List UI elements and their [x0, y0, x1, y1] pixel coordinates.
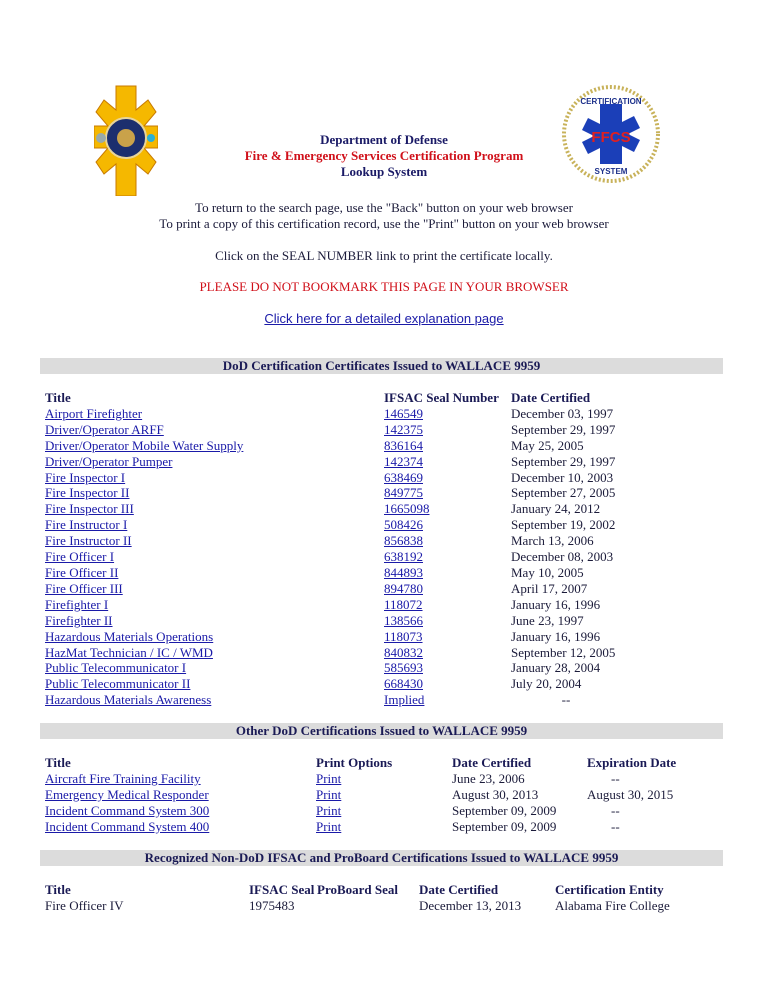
ifsac-seal: 1975483	[249, 897, 295, 913]
title-cell	[45, 613, 384, 629]
title-cell	[45, 485, 384, 501]
other-certifications-table	[45, 755, 717, 835]
column-header: Date Certified	[452, 755, 532, 770]
title-cell	[45, 787, 316, 803]
seal-cell	[384, 454, 511, 470]
svg-text:CERTIFICATION: CERTIFICATION	[580, 97, 642, 106]
seal-cell	[384, 692, 511, 708]
date-certified: December 03, 1997	[511, 405, 614, 421]
certification-title-link[interactable]: Aircraft Fire Training Facility	[45, 770, 201, 786]
table-row	[45, 597, 661, 613]
dod-certifications-table	[45, 390, 661, 708]
certification-title-link[interactable]: Incident Command System 400	[45, 818, 210, 834]
seal-number-link[interactable]: 638469	[384, 469, 423, 485]
nondod-certifications-table	[45, 882, 705, 914]
title-cell	[45, 406, 384, 422]
table-row	[45, 581, 661, 597]
print-link[interactable]: Print	[316, 770, 342, 786]
date-certified: September 09, 2009	[452, 818, 557, 834]
print-instruction: To print a copy of this certification record, use the "Print" button on your web browser	[159, 216, 609, 231]
certification-title-link[interactable]: Fire Instructor II	[45, 533, 132, 549]
column-header: Expiration Date	[587, 755, 677, 770]
seal-cell	[384, 660, 511, 676]
title-cell	[45, 581, 384, 597]
seal-cell	[384, 406, 511, 422]
certification-title-link[interactable]: HazMat Technician / IC / WMD	[45, 644, 213, 660]
table-row	[45, 501, 661, 517]
certification-title-link[interactable]: Fire Instructor I	[45, 517, 128, 533]
date-certified: December 10, 2003	[511, 469, 614, 485]
seal-cell	[384, 422, 511, 438]
seal-number-link[interactable]: 1665098	[384, 501, 430, 517]
seal-cell	[384, 517, 511, 533]
seal-number-link[interactable]: 856838	[384, 533, 423, 549]
seal-cell	[384, 438, 511, 454]
column-header: Title	[45, 882, 71, 897]
date-certified: January 24, 2012	[511, 501, 601, 517]
date-certified: --	[561, 692, 571, 708]
expiration-date: August 30, 2015	[587, 786, 674, 802]
seal-cell	[384, 629, 511, 645]
table-row	[45, 470, 661, 486]
date-certified: September 27, 2005	[511, 485, 616, 501]
table-row	[45, 819, 717, 835]
column-header: Title	[45, 755, 71, 770]
title-cell	[45, 517, 384, 533]
date-certified: July 20, 2004	[511, 676, 582, 692]
column-header: Date Certified	[511, 390, 591, 405]
title-cell	[45, 645, 384, 661]
bookmark-warning: PLEASE DO NOT BOOKMARK THIS PAGE IN YOUR BROWSER	[199, 279, 569, 294]
date-certified: June 23, 1997	[511, 612, 584, 628]
date-certified: January 16, 1996	[511, 628, 601, 644]
print-cell	[316, 787, 452, 803]
date-certified: September 09, 2009	[452, 802, 557, 818]
date-certified: April 17, 2007	[511, 580, 588, 596]
table-row	[45, 485, 661, 501]
seal-cell	[384, 549, 511, 565]
column-header: Date Certified	[419, 882, 499, 897]
table-row	[45, 613, 661, 629]
table-row	[45, 676, 661, 692]
seal-number-link[interactable]: 118072	[384, 596, 423, 612]
certification-title-link[interactable]: Fire Inspector III	[45, 501, 134, 517]
print-cell	[316, 819, 452, 835]
date-certified: December 08, 2003	[511, 549, 614, 565]
table-row	[45, 565, 661, 581]
certification-title-link[interactable]: Fire Inspector II	[45, 485, 130, 501]
seal-number-link[interactable]: 142374	[384, 453, 423, 469]
seal-cell	[384, 533, 511, 549]
certification-title-link[interactable]: Public Telecommunicator I	[45, 660, 187, 676]
column-header: IFSAC Seal Number	[384, 390, 499, 405]
certification-title-link[interactable]: Fire Officer I	[45, 549, 115, 565]
certification-title-link[interactable]: Public Telecommunicator II	[45, 676, 191, 692]
title-cell	[45, 549, 384, 565]
table-row	[45, 422, 661, 438]
table-row	[45, 645, 661, 661]
print-link[interactable]: Print	[316, 802, 342, 818]
column-header: IFSAC Seal	[249, 882, 315, 897]
title-cell	[45, 565, 384, 581]
title-cell	[45, 676, 384, 692]
date-certified: May 25, 2005	[511, 437, 584, 453]
print-cell	[316, 803, 452, 819]
column-header: ProBoard Seal	[317, 882, 399, 897]
title-cell	[45, 597, 384, 613]
table-row	[45, 406, 661, 422]
print-link[interactable]: Print	[316, 818, 342, 834]
title-cell	[45, 533, 384, 549]
column-header: Print Options	[316, 755, 393, 770]
certification-title-link[interactable]: Driver/Operator Pumper	[45, 453, 173, 469]
date-certified: January 28, 2004	[511, 660, 601, 676]
title-cell	[45, 470, 384, 486]
date-certified: September 19, 2002	[511, 517, 616, 533]
date-certified: September 29, 1997	[511, 421, 616, 437]
certification-title-link[interactable]: Hazardous Materials Awareness	[45, 692, 212, 708]
table-row	[45, 898, 705, 914]
seal-number-link[interactable]: 638192	[384, 549, 423, 565]
column-header: Certification Entity	[555, 882, 664, 897]
title-cell	[45, 803, 316, 819]
proboard-seal	[317, 898, 419, 914]
table-row	[45, 533, 661, 549]
header-program: Fire & Emergency Services Certification Program	[244, 148, 524, 163]
certification-title-link[interactable]: Fire Officer II	[45, 564, 119, 580]
certification-title-link[interactable]: Airport Firefighter	[45, 405, 143, 421]
date-certified: August 30, 2013	[452, 786, 539, 802]
svg-text:SYSTEM: SYSTEM	[594, 167, 628, 176]
date-certified: September 12, 2005	[511, 644, 616, 660]
certification-entity: Alabama Fire College	[555, 897, 670, 913]
title-cell	[45, 692, 384, 708]
date-certified: December 13, 2013	[419, 897, 522, 913]
seal-number-link[interactable]: Implied	[384, 692, 425, 708]
table-row	[45, 692, 661, 708]
seal-number-link[interactable]: 849775	[384, 485, 423, 501]
title-cell	[45, 629, 384, 645]
print-link[interactable]: Print	[316, 786, 342, 802]
seal-number-link[interactable]: 585693	[384, 660, 423, 676]
header-system: Lookup System	[340, 164, 428, 179]
seal-number-link[interactable]: 844893	[384, 564, 423, 580]
title-cell	[45, 501, 384, 517]
certification-title-link[interactable]: Firefighter II	[45, 612, 113, 628]
date-certified: March 13, 2006	[511, 533, 594, 549]
seal-number-link[interactable]: 118073	[384, 628, 423, 644]
seal-cell	[384, 613, 511, 629]
print-cell	[316, 771, 452, 787]
title-cell	[45, 454, 384, 470]
table-row	[45, 803, 717, 819]
table-row	[45, 549, 661, 565]
seal-cell	[384, 470, 511, 486]
back-instruction: To return to the search page, use the "Back" button on your web browser	[195, 200, 573, 215]
nondod-section-heading: Recognized Non-DoD IFSAC and ProBoard Certifications Issued to WALLACE 9959	[40, 850, 723, 866]
seal-cell	[384, 676, 511, 692]
seal-cell	[384, 645, 511, 661]
title-cell	[45, 438, 384, 454]
table-row	[45, 454, 661, 470]
certification-title-link[interactable]: Fire Inspector I	[45, 469, 126, 485]
seal-number-link[interactable]: 138566	[384, 612, 423, 628]
seal-number-link[interactable]: 146549	[384, 405, 423, 421]
certification-title: Fire Officer IV	[45, 897, 124, 913]
seal-cell	[384, 565, 511, 581]
date-certified: January 16, 1996	[511, 596, 601, 612]
seal-number-link[interactable]: 894780	[384, 580, 423, 596]
seal-instruction: Click on the SEAL NUMBER link to print the certificate locally.	[215, 248, 553, 263]
title-cell	[45, 660, 384, 676]
certification-title-link[interactable]: Driver/Operator ARFF	[45, 421, 164, 437]
dod-section-heading: DoD Certification Certificates Issued to WALLACE 9959	[40, 358, 723, 374]
expiration-date: --	[611, 802, 620, 818]
expiration-date: --	[611, 770, 620, 786]
table-row	[45, 771, 717, 787]
table-row	[45, 787, 717, 803]
certification-title-link[interactable]: Hazardous Materials Operations	[45, 628, 214, 644]
expiration-date: --	[611, 818, 620, 834]
seal-number-link[interactable]: 142375	[384, 421, 423, 437]
certification-title-link[interactable]: Firefighter I	[45, 596, 109, 612]
table-row	[45, 629, 661, 645]
svg-text:FFCS: FFCS	[591, 129, 631, 146]
header-department: Department of Defense	[320, 132, 448, 147]
explanation-link[interactable]: Click here for a detailed explanation page	[264, 311, 504, 326]
seal-cell	[384, 485, 511, 501]
certification-title-link[interactable]: Fire Officer III	[45, 580, 123, 596]
seal-cell	[384, 501, 511, 517]
title-cell	[45, 819, 316, 835]
title-cell	[45, 771, 316, 787]
other-section-heading: Other DoD Certifications Issued to WALLACE 9959	[40, 723, 723, 739]
certification-title-link[interactable]: Incident Command System 300	[45, 802, 210, 818]
seal-cell	[384, 597, 511, 613]
seal-number-link[interactable]: 668430	[384, 676, 423, 692]
table-row	[45, 438, 661, 454]
seal-number-link[interactable]: 840832	[384, 644, 423, 660]
date-certified: June 23, 2006	[452, 770, 525, 786]
column-header: Title	[45, 390, 71, 405]
title-cell	[45, 422, 384, 438]
certification-title-link[interactable]: Driver/Operator Mobile Water Supply	[45, 437, 244, 453]
seal-number-link[interactable]: 836164	[384, 437, 423, 453]
date-certified: May 10, 2005	[511, 564, 584, 580]
date-certified: September 29, 1997	[511, 453, 616, 469]
certification-title-link[interactable]: Emergency Medical Responder	[45, 786, 209, 802]
seal-cell	[384, 581, 511, 597]
table-row	[45, 517, 661, 533]
table-row	[45, 660, 661, 676]
seal-number-link[interactable]: 508426	[384, 517, 423, 533]
